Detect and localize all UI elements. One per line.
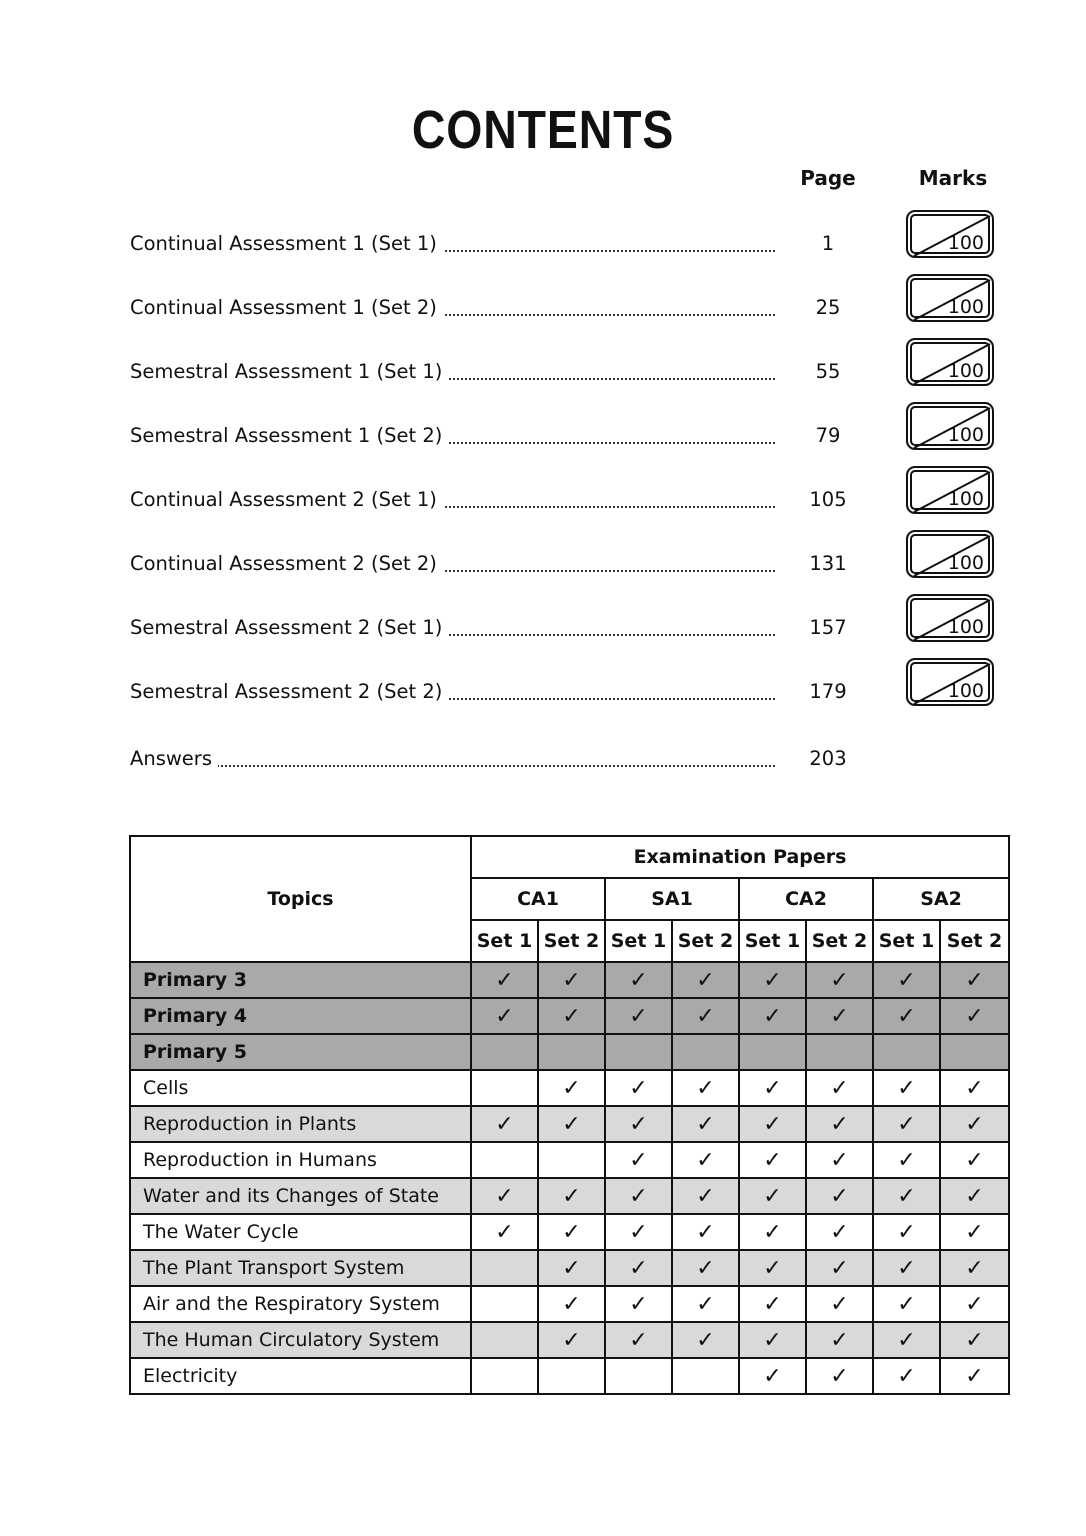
table-row xyxy=(130,998,1009,1034)
marks-box[interactable] xyxy=(906,466,994,514)
tick-cell xyxy=(739,1106,806,1142)
check-icon: ✓ xyxy=(897,1147,916,1173)
set-header: Set 1 xyxy=(605,920,672,962)
tick-cell xyxy=(873,1178,940,1214)
topic-cell: Reproduction in Humans xyxy=(130,1142,471,1178)
tick-cell xyxy=(873,1142,940,1178)
check-icon: ✓ xyxy=(495,1183,514,1209)
tick-cell xyxy=(873,998,940,1034)
check-icon: ✓ xyxy=(763,1327,782,1353)
check-icon: ✓ xyxy=(629,1291,648,1317)
tick-cell xyxy=(471,1142,538,1178)
tick-cell xyxy=(873,962,940,998)
toc-entry-label: Semestral Assessment 2 (Set 1) xyxy=(130,613,775,643)
tick-cell xyxy=(739,998,806,1034)
topic-cell: The Human Circulatory System xyxy=(130,1322,471,1358)
tick-cell xyxy=(471,1322,538,1358)
table-row xyxy=(130,1250,1009,1286)
tick-cell xyxy=(940,1070,1009,1106)
check-icon: ✓ xyxy=(696,1111,715,1137)
paper-header: CA1 xyxy=(471,878,605,920)
tick-cell xyxy=(806,1250,873,1286)
tick-cell xyxy=(605,1322,672,1358)
marks-box[interactable] xyxy=(906,338,994,386)
check-icon: ✓ xyxy=(763,1291,782,1317)
check-icon: ✓ xyxy=(897,1111,916,1137)
tick-cell xyxy=(873,1286,940,1322)
tick-cell xyxy=(806,1106,873,1142)
table-row xyxy=(130,1322,1009,1358)
topics-table xyxy=(129,835,1010,1395)
check-icon: ✓ xyxy=(830,1075,849,1101)
toc-entry-label: Semestral Assessment 1 (Set 2) xyxy=(130,421,775,451)
table-row xyxy=(130,1358,1009,1394)
marks-total: 100 xyxy=(947,232,984,254)
tick-cell xyxy=(739,1322,806,1358)
tick-cell xyxy=(739,1178,806,1214)
set-header: Set 1 xyxy=(873,920,940,962)
check-icon: ✓ xyxy=(763,1147,782,1173)
check-icon: ✓ xyxy=(965,1219,984,1245)
tick-cell xyxy=(672,1034,739,1070)
toc-entry-page: 179 xyxy=(809,680,847,703)
tick-cell xyxy=(806,1322,873,1358)
page-column-header: Page xyxy=(800,166,856,190)
paper-header: SA1 xyxy=(605,878,739,920)
table-row xyxy=(130,1034,1009,1070)
table-row xyxy=(130,1178,1009,1214)
check-icon: ✓ xyxy=(562,967,581,993)
check-icon: ✓ xyxy=(763,1363,782,1389)
paper-header: SA2 xyxy=(873,878,1009,920)
check-icon: ✓ xyxy=(696,1327,715,1353)
dot-leader xyxy=(130,765,775,767)
tick-cell xyxy=(605,1178,672,1214)
check-icon: ✓ xyxy=(763,1183,782,1209)
check-icon: ✓ xyxy=(897,1003,916,1029)
check-icon: ✓ xyxy=(830,1183,849,1209)
toc-entry-label: Semestral Assessment 2 (Set 2) xyxy=(130,677,775,707)
check-icon: ✓ xyxy=(495,1111,514,1137)
toc-entry-page: 105 xyxy=(809,488,847,511)
check-icon: ✓ xyxy=(562,1327,581,1353)
tick-cell xyxy=(538,1358,605,1394)
check-icon: ✓ xyxy=(629,1183,648,1209)
toc-entry-label: Continual Assessment 1 (Set 1) xyxy=(130,229,775,259)
check-icon: ✓ xyxy=(830,1291,849,1317)
tick-cell xyxy=(538,1070,605,1106)
topic-cell: The Plant Transport System xyxy=(130,1250,471,1286)
check-icon: ✓ xyxy=(696,1291,715,1317)
tick-cell xyxy=(471,1214,538,1250)
check-icon: ✓ xyxy=(965,1255,984,1281)
check-icon: ✓ xyxy=(763,1111,782,1137)
toc-entry-page: 1 xyxy=(821,232,835,255)
tick-cell xyxy=(873,1322,940,1358)
check-icon: ✓ xyxy=(562,1003,581,1029)
tick-cell xyxy=(605,1286,672,1322)
check-icon: ✓ xyxy=(629,1147,648,1173)
tick-cell xyxy=(739,1034,806,1070)
check-icon: ✓ xyxy=(897,1219,916,1245)
marks-total: 100 xyxy=(947,488,984,510)
tick-cell xyxy=(672,1178,739,1214)
check-icon: ✓ xyxy=(696,1147,715,1173)
check-icon: ✓ xyxy=(897,1291,916,1317)
check-icon: ✓ xyxy=(830,1147,849,1173)
check-icon: ✓ xyxy=(696,1075,715,1101)
page-title: CONTENTS xyxy=(411,100,675,160)
check-icon: ✓ xyxy=(696,1183,715,1209)
marks-column-header: Marks xyxy=(918,166,988,190)
check-icon: ✓ xyxy=(830,1363,849,1389)
tick-cell xyxy=(538,1142,605,1178)
tick-cell xyxy=(538,1106,605,1142)
toc-entry-page: 55 xyxy=(815,360,841,383)
check-icon: ✓ xyxy=(696,1255,715,1281)
tick-cell xyxy=(471,998,538,1034)
check-icon: ✓ xyxy=(629,1327,648,1353)
tick-cell xyxy=(739,1214,806,1250)
tick-cell xyxy=(739,1286,806,1322)
marks-box[interactable] xyxy=(906,530,994,578)
check-icon: ✓ xyxy=(897,1075,916,1101)
marks-total: 100 xyxy=(947,552,984,574)
set-header: Set 2 xyxy=(538,920,605,962)
tick-cell xyxy=(806,1286,873,1322)
tick-cell xyxy=(672,1070,739,1106)
check-icon: ✓ xyxy=(965,967,984,993)
check-icon: ✓ xyxy=(696,967,715,993)
check-icon: ✓ xyxy=(965,1075,984,1101)
tick-cell xyxy=(538,1286,605,1322)
check-icon: ✓ xyxy=(495,1003,514,1029)
examination-papers-header: Examination Papers xyxy=(471,836,1009,878)
check-icon: ✓ xyxy=(965,1327,984,1353)
toc-entry-page: 157 xyxy=(809,616,847,639)
topic-cell: Cells xyxy=(130,1070,471,1106)
tick-cell xyxy=(672,1322,739,1358)
check-icon: ✓ xyxy=(830,1255,849,1281)
tick-cell xyxy=(471,1106,538,1142)
tick-cell xyxy=(873,1034,940,1070)
table-row xyxy=(130,1214,1009,1250)
tick-cell xyxy=(605,1250,672,1286)
set-header: Set 2 xyxy=(940,920,1009,962)
tick-cell xyxy=(672,1358,739,1394)
tick-cell xyxy=(471,1034,538,1070)
tick-cell xyxy=(605,1358,672,1394)
toc-entry-label: Continual Assessment 2 (Set 2) xyxy=(130,549,775,579)
tick-cell xyxy=(873,1106,940,1142)
marks-box[interactable] xyxy=(906,210,994,258)
tick-cell xyxy=(940,1106,1009,1142)
tick-cell xyxy=(605,998,672,1034)
toc-entry-page: 25 xyxy=(815,296,841,319)
tick-cell xyxy=(806,1070,873,1106)
set-header: Set 2 xyxy=(806,920,873,962)
tick-cell xyxy=(672,1106,739,1142)
tick-cell xyxy=(538,998,605,1034)
marks-total: 100 xyxy=(947,296,984,318)
topic-cell: Electricity xyxy=(130,1358,471,1394)
tick-cell xyxy=(806,962,873,998)
tick-cell xyxy=(806,1034,873,1070)
tick-cell xyxy=(538,1178,605,1214)
check-icon: ✓ xyxy=(495,1219,514,1245)
tick-cell xyxy=(672,1286,739,1322)
topic-cell: The Water Cycle xyxy=(130,1214,471,1250)
check-icon: ✓ xyxy=(965,1291,984,1317)
tick-cell xyxy=(806,998,873,1034)
check-icon: ✓ xyxy=(696,1003,715,1029)
check-icon: ✓ xyxy=(897,1183,916,1209)
check-icon: ✓ xyxy=(629,1075,648,1101)
tick-cell xyxy=(605,1034,672,1070)
check-icon: ✓ xyxy=(965,1003,984,1029)
check-icon: ✓ xyxy=(763,967,782,993)
tick-cell xyxy=(940,1358,1009,1394)
tick-cell xyxy=(940,1214,1009,1250)
topic-cell: Primary 4 xyxy=(130,998,471,1034)
tick-cell xyxy=(538,962,605,998)
check-icon: ✓ xyxy=(830,1219,849,1245)
check-icon: ✓ xyxy=(897,1327,916,1353)
tick-cell xyxy=(471,1286,538,1322)
table-row xyxy=(130,1286,1009,1322)
set-header: Set 2 xyxy=(672,920,739,962)
check-icon: ✓ xyxy=(629,967,648,993)
check-icon: ✓ xyxy=(562,1111,581,1137)
check-icon: ✓ xyxy=(562,1219,581,1245)
tick-cell xyxy=(605,1106,672,1142)
check-icon: ✓ xyxy=(629,1111,648,1137)
toc-entry-label: Answers xyxy=(130,744,775,774)
table-row xyxy=(130,1070,1009,1106)
check-icon: ✓ xyxy=(562,1255,581,1281)
check-icon: ✓ xyxy=(763,1075,782,1101)
check-icon: ✓ xyxy=(965,1363,984,1389)
tick-cell xyxy=(672,998,739,1034)
tick-cell xyxy=(605,1214,672,1250)
tick-cell xyxy=(940,1322,1009,1358)
marks-box[interactable] xyxy=(906,594,994,642)
tick-cell xyxy=(471,1250,538,1286)
check-icon: ✓ xyxy=(897,967,916,993)
tick-cell xyxy=(739,1070,806,1106)
tick-cell xyxy=(739,1250,806,1286)
topics-header: Topics xyxy=(130,836,471,962)
marks-box[interactable] xyxy=(906,274,994,322)
check-icon: ✓ xyxy=(830,1111,849,1137)
toc-entry-page: 79 xyxy=(815,424,841,447)
set-header: Set 1 xyxy=(739,920,806,962)
check-icon: ✓ xyxy=(562,1183,581,1209)
check-icon: ✓ xyxy=(965,1147,984,1173)
table-row xyxy=(130,1142,1009,1178)
marks-box[interactable] xyxy=(906,402,994,450)
topic-cell: Air and the Respiratory System xyxy=(130,1286,471,1322)
tick-cell xyxy=(471,1178,538,1214)
tick-cell xyxy=(538,1214,605,1250)
tick-cell xyxy=(806,1358,873,1394)
marks-total: 100 xyxy=(947,680,984,702)
check-icon: ✓ xyxy=(897,1255,916,1281)
check-icon: ✓ xyxy=(897,1363,916,1389)
tick-cell xyxy=(873,1214,940,1250)
tick-cell xyxy=(471,1070,538,1106)
marks-total: 100 xyxy=(947,616,984,638)
check-icon: ✓ xyxy=(562,1291,581,1317)
tick-cell xyxy=(672,1250,739,1286)
tick-cell xyxy=(605,1142,672,1178)
toc-entry-page: 131 xyxy=(809,552,847,575)
marks-total: 100 xyxy=(947,424,984,446)
check-icon: ✓ xyxy=(562,1075,581,1101)
toc-entry-page: 203 xyxy=(809,747,847,770)
topic-cell: Primary 5 xyxy=(130,1034,471,1070)
check-icon: ✓ xyxy=(830,967,849,993)
tick-cell xyxy=(940,1250,1009,1286)
tick-cell xyxy=(940,1142,1009,1178)
tick-cell xyxy=(806,1142,873,1178)
tick-cell xyxy=(538,1034,605,1070)
paper-header: CA2 xyxy=(739,878,873,920)
tick-cell xyxy=(940,962,1009,998)
tick-cell xyxy=(873,1070,940,1106)
tick-cell xyxy=(471,962,538,998)
topic-cell: Reproduction in Plants xyxy=(130,1106,471,1142)
tick-cell xyxy=(605,962,672,998)
tick-cell xyxy=(806,1214,873,1250)
check-icon: ✓ xyxy=(495,967,514,993)
tick-cell xyxy=(605,1070,672,1106)
tick-cell xyxy=(940,1178,1009,1214)
check-icon: ✓ xyxy=(696,1219,715,1245)
tick-cell xyxy=(471,1358,538,1394)
tick-cell xyxy=(538,1250,605,1286)
tick-cell xyxy=(806,1178,873,1214)
tick-cell xyxy=(940,998,1009,1034)
toc-entry-label: Semestral Assessment 1 (Set 1) xyxy=(130,357,775,387)
check-icon: ✓ xyxy=(830,1003,849,1029)
tick-cell xyxy=(739,1358,806,1394)
toc-entry-label: Continual Assessment 1 (Set 2) xyxy=(130,293,775,323)
topic-cell: Primary 3 xyxy=(130,962,471,998)
tick-cell xyxy=(672,1214,739,1250)
marks-total: 100 xyxy=(947,360,984,382)
check-icon: ✓ xyxy=(965,1111,984,1137)
check-icon: ✓ xyxy=(629,1255,648,1281)
topic-cell: Water and its Changes of State xyxy=(130,1178,471,1214)
table-row xyxy=(130,1106,1009,1142)
tick-cell xyxy=(940,1286,1009,1322)
marks-box[interactable] xyxy=(906,658,994,706)
tick-cell xyxy=(538,1322,605,1358)
check-icon: ✓ xyxy=(763,1003,782,1029)
check-icon: ✓ xyxy=(830,1327,849,1353)
check-icon: ✓ xyxy=(965,1183,984,1209)
table-row xyxy=(130,962,1009,998)
tick-cell xyxy=(672,962,739,998)
tick-cell xyxy=(873,1250,940,1286)
set-header: Set 1 xyxy=(471,920,538,962)
check-icon: ✓ xyxy=(629,1003,648,1029)
tick-cell xyxy=(940,1034,1009,1070)
tick-cell xyxy=(739,1142,806,1178)
tick-cell xyxy=(739,962,806,998)
tick-cell xyxy=(873,1358,940,1394)
toc-entry-label: Continual Assessment 2 (Set 1) xyxy=(130,485,775,515)
tick-cell xyxy=(672,1142,739,1178)
check-icon: ✓ xyxy=(763,1219,782,1245)
check-icon: ✓ xyxy=(629,1219,648,1245)
check-icon: ✓ xyxy=(763,1255,782,1281)
